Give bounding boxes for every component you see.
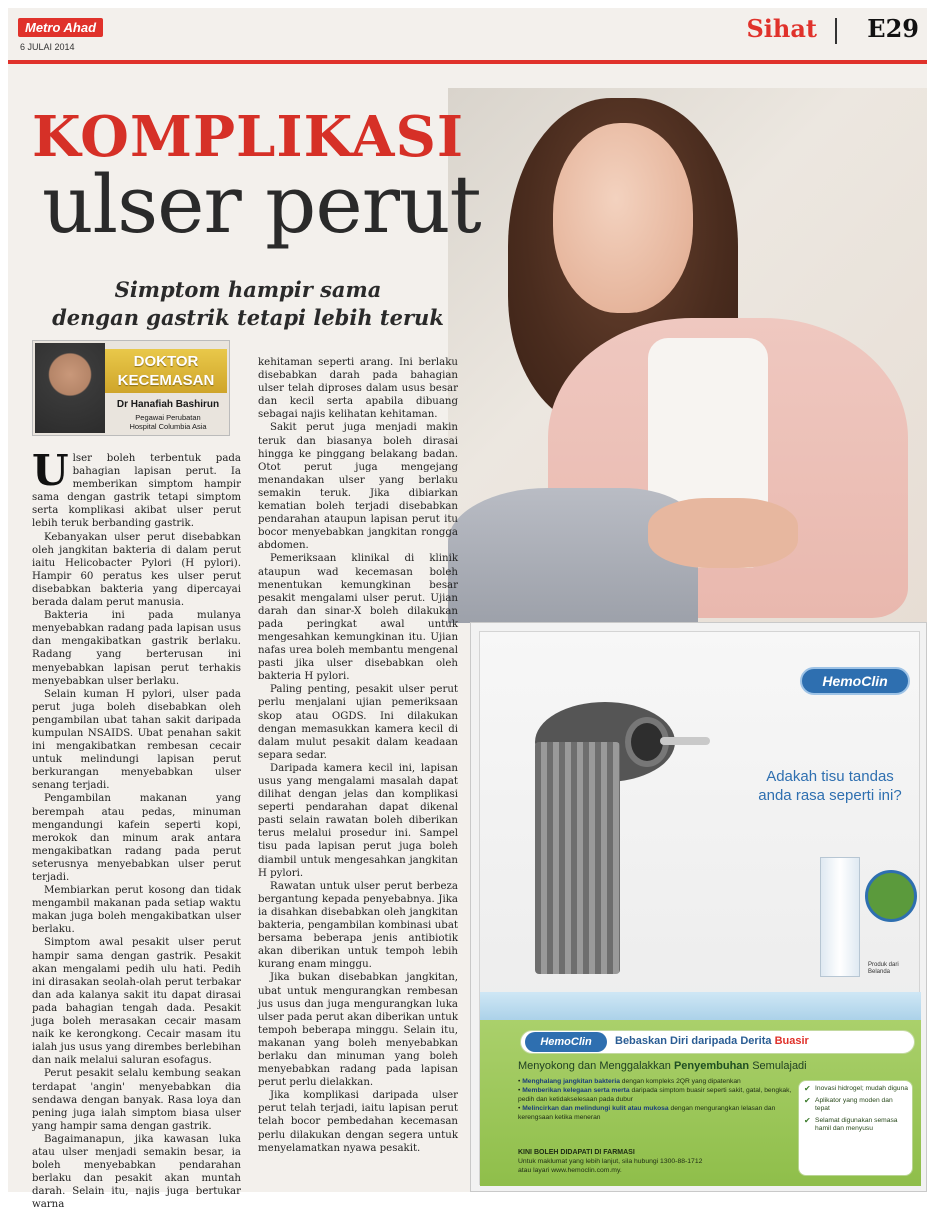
paragraph xyxy=(32,446,241,531)
bullet-bold: Memberikan kelegaan serta merta xyxy=(522,1087,630,1095)
article-photo xyxy=(448,88,927,623)
ad-availability xyxy=(518,1148,793,1175)
author-role-line: Hospital Columbia Asia xyxy=(129,422,207,431)
subheadline-line: dengan gastrik tetapi lebih teruk xyxy=(52,305,444,330)
tagline-accent: Buasir xyxy=(774,1035,809,1047)
column-title-line: DOKTOR xyxy=(133,353,199,370)
paragraph: Membiarkan perut kosong dan tidak mengambil makanan pada setiap waktu makan juga boleh mengakibatkan ulser berlaku. xyxy=(32,885,241,936)
product-origin xyxy=(868,962,899,976)
feature-item: ✔ Selamat digunakan semasa hamil dan menyusu xyxy=(815,1117,908,1133)
paragraph: kehitaman seperti arang. Ini berlaku disebabkan darah pada bahagian ulser telah diproses dalam usus besar dan kecil serta apabila dibuang sebagai najis kelihatan kehitaman. xyxy=(258,357,458,421)
ad-bullet-list xyxy=(518,1078,798,1123)
ad-bullet: • Menghalang jangkitan bakteria dengan kompleks 2QR yang dipatenkan xyxy=(518,1078,741,1085)
product-origin-line: Belanda xyxy=(868,969,891,975)
ad-question-line: anda rasa seperti ini? xyxy=(758,787,902,804)
bullet-bold: Menghalang jangkitan bakteria xyxy=(522,1078,620,1085)
headline-secondary: ulser perut xyxy=(42,158,481,251)
hemoclin-advertisement xyxy=(470,622,927,1192)
feature-item: ✔ Aplikator yang moden dan tepat xyxy=(815,1097,908,1113)
page-number: E29 xyxy=(867,14,919,43)
paragraph: Selain kuman H pylori, ulser pada perut juga boleh disebabkan oleh pengambilan ubat tahan sakit daripada kumpulan NSAIDS. Ubat penahan sakit ini mengakibatkan rembesan cecair untuk melindungi lapisan perut berkurangan menyebabkan ulser senang terjadi. xyxy=(32,688,241,792)
column-title xyxy=(105,349,227,393)
article-column-1 xyxy=(32,446,241,1211)
section-name: Sihat xyxy=(746,14,817,43)
paragraph: Rawatan untuk ulser perut berbeza bergantung kepada penyebabnya. Jika ia disahkan disebabkan oleh jangkitan bakteria, pengambilan kombinasi ubat bersama beberapa jenis antibiotik akan diberikan untuk tempoh lebih kurang enam minggu. xyxy=(258,880,458,971)
ad-question-line: Adakah tisu tandas xyxy=(766,768,894,785)
newspaper-page xyxy=(8,8,927,1211)
feature-item: ✔ Inovasi hidrogel; mudah diguna xyxy=(815,1085,908,1093)
paper-logo: Metro Ahad xyxy=(18,18,103,37)
tagline-main: Bebaskan Diri daripada Derita xyxy=(615,1035,775,1047)
issue-date: 6 JULAI 2014 xyxy=(20,42,75,52)
bullet-bold: Melincirkan dan melindungi kulit atau mukosa xyxy=(522,1105,669,1113)
paragraph-text: lser boleh terbentuk pada bahagian lapisan perut. Ia memberikan simptom hampir sama dengan gastrik tetapi simptom serta komplikasi akibat ulser perut lebih teruk berbanding gastrik. xyxy=(32,453,241,530)
ad-panel xyxy=(479,631,920,1185)
product-badge-icon xyxy=(865,870,917,922)
ad-features-box xyxy=(798,1080,913,1176)
header-rule xyxy=(8,60,927,64)
brand-logo: HemoClin xyxy=(800,667,910,695)
columnist-box xyxy=(32,340,230,436)
product-box xyxy=(820,857,860,977)
info-line: Untuk maklumat yang lebih lanjut, sila hubungi 1300-88-1712 xyxy=(518,1158,703,1165)
drop-cap: U xyxy=(32,446,69,495)
paragraph: Pemeriksaan klinikal di klinik ataupun wad kecemasan boleh menentukan kemungkinan besar pesakit mengalami ulser perut. Ujian darah dan sinar-X boleh dilakukan pada peringkat awal untuk mengesahkan kemungkinan itu. Ujian nafas urea boleh membantu mengenal pasti jika ulser disebabkan oleh bakteria H pylori. xyxy=(258,553,458,683)
photo-hand xyxy=(648,498,798,568)
paragraph: Jika komplikasi daripada ulser perut telah terjadi, iaitu lapisan perut telah bocor pembedahan kecemasan perlu dilakukan dengan segera untuk menyelamatkan nyawa pesakit. xyxy=(258,1090,458,1154)
ad-green-panel xyxy=(480,1020,921,1186)
ad-bullet: • Memberikan kelegaan serta merta daripada simptom buasir seperti sakit, gatal, bengkak, pedih dan ketidakselesaan pada dubur xyxy=(518,1087,792,1103)
author-photo xyxy=(35,343,105,433)
availability-heading: KINI BOLEH DIDAPATI DI FARMASI xyxy=(518,1149,635,1156)
subheadline xyxy=(48,276,448,332)
photo-face xyxy=(553,123,693,313)
support-post: Semulajadi xyxy=(749,1060,807,1072)
article-column-2 xyxy=(258,356,458,1181)
ice-strip xyxy=(480,992,921,1022)
headline-main: KOMPLIKASI xyxy=(32,104,465,170)
ad-bullet: • Melincirkan dan melindungi kulit atau mukosa dengan mengurangkan lelasan dan kerengsaan ketika meneran xyxy=(518,1105,776,1121)
support-pre: Menyokong dan Menggalakkan xyxy=(518,1060,674,1072)
ad-support-line xyxy=(518,1060,918,1072)
column-title-line: KECEMASAN xyxy=(117,372,215,389)
info-line: atau layari www.hemoclin.com.my. xyxy=(518,1167,622,1174)
header-separator xyxy=(835,18,837,44)
paragraph: Jika bukan disebabkan jangkitan, ubat untuk mengurangkan rembesan jus usus dan juga mengurangkan luka ulser pada perut akan diberikan untuk tempoh beberapa minggu. Selain itu, makanan yang boleh menyebabkan berlaku dan minuman yang boleh menyebabkan radang pada lapisan perut perlu dielakkan. xyxy=(258,972,458,1089)
paragraph: Daripada kamera kecil ini, lapisan usus yang mengalami masalah dapat dilihat dengan jelas dan komplikasi seperti pendarahan dapat dikenal pasti selain rawatan boleh diberikan terus melalui prosedur ini. Sampel tisu pada lapisan perut juga boleh diambil untuk mengesahkan jangkitan H pylori. xyxy=(258,762,458,879)
paragraph: Bagaimanapun, jika kawasan luka atau ulser menjadi semakin besar, ia boleh menyebabkan pendarahan berlaku dan pesakit akan muntah darah. Selain itu, najis juga bertukar warna xyxy=(32,1133,241,1211)
ad-question xyxy=(745,767,915,805)
subheadline-line: Simptom hampir sama xyxy=(114,277,382,302)
toilet-roll-illustration xyxy=(535,702,675,977)
brand-logo-small: HemoClin xyxy=(525,1032,607,1052)
paragraph: Perut pesakit selalu kembung seakan terdapat 'angin' menyebabkan dia sendawa dengan banyak. Rasa loya dan pening juga ialah simptom biasa ulser yang hampir sama dengan gastrik. xyxy=(32,1068,241,1132)
support-bold: Penyembuhan xyxy=(673,1060,750,1072)
paragraph: Paling penting, pesakit ulser perut perlu menjalani ujian pemeriksaan skop atau OGDS. Ini dilakukan dengan memasukkan kamera kecil di dalam mulut pesakit dalam keadaan separa sedar. xyxy=(258,684,458,761)
bullet-text: dengan kompleks 2QR yang dipatenkan xyxy=(619,1078,741,1085)
roll-sheet xyxy=(535,742,620,974)
paragraph: Bakteria ini pada mulanya menyebabkan radang pada lapisan usus dan mengakibatkan gastrik berlaku. Radang yang berterusan ini menyebabkan lapisan perut terhakis menyebabkan ulser berlaku. xyxy=(32,610,241,687)
author-role-line: Pegawai Perubatan xyxy=(135,413,201,422)
author-name: Dr Hanafiah Bashirun xyxy=(116,399,220,410)
paragraph: Pengambilan makanan yang berempah atau pedas, minuman mengandungi kafein seperti kopi, merokok dan minum arak antara mengakibatkan radang pada perut seterusnya menyebabkan ulser perut terjadi. xyxy=(32,793,241,883)
paragraph: Sakit perut juga menjadi makin teruk dan biasanya boleh dirasai hingga ke pinggang belakang badan. Otot perut juga mengejang menandakan ulser yang berlaku semakin teruk. Jika dibiarkan kematian boleh terjadi disebabkan pendarahan ataupun lapisan perut itu bocor menyebabkan jangkitan rongga abdomen. xyxy=(258,422,458,552)
product-origin-line: Produk dari xyxy=(868,962,899,968)
ad-tagline xyxy=(615,1035,809,1047)
roll-holder xyxy=(660,737,710,745)
bullet-text: dengan mengurangkan lelasan dan kerengsaan ketika meneran xyxy=(518,1105,776,1121)
author-role xyxy=(105,413,231,431)
paragraph: Kebanyakan ulser perut disebabkan oleh jangkitan bakteria di dalam perut iaitu Helicobacter Pylori (H pylori). Hampir 60 peratus kes ulser perut disebabkan bakteria yang dipercayai berada dalam perut manusia. xyxy=(32,531,241,609)
bullet-text: daripada simptom buasir seperti sakit, gatal, bengkak, pedih dan ketidakselesaan pada dubur xyxy=(518,1087,792,1103)
paragraph: Simptom awal pesakit ulser perut hampir sama dengan gastrik. Pesakit akan mengalami pedih ulu hati. Pedih ini dirasakan seolah-olah perut terbakar dan ada kalanya sakit itu dapat dirasai pada bahagian tengah dada. Pesakit juga boleh merasakan cecair masam naik ke kerongkong. Cecair masam itu ialah jus usus yang dirembes berlebihan dan naik melalui saluran esofagus. xyxy=(32,937,241,1067)
